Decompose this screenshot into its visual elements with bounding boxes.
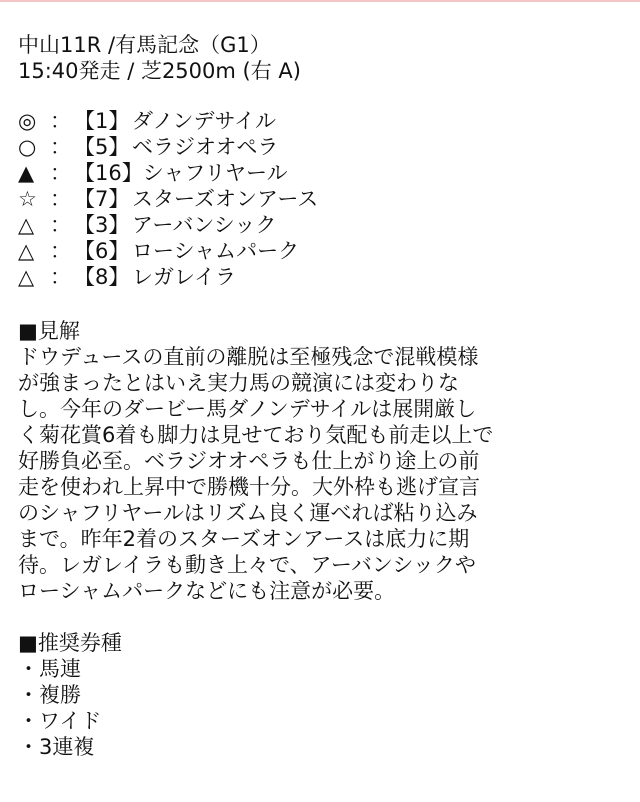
pick-row	[18, 134, 630, 160]
article-body	[18, 32, 630, 760]
pick-colon: ：	[50, 187, 71, 211]
pick-mark: △	[18, 265, 35, 289]
bet-item: ・複勝	[18, 683, 81, 707]
pick-horse-number: 【6】	[74, 239, 130, 263]
bets-heading: ■推奨券種	[18, 631, 122, 655]
pick-colon: ：	[50, 213, 71, 237]
pick-horse-number: 【1】	[74, 109, 130, 133]
bet-item: ・ワイド	[18, 709, 102, 733]
pick-horse-name: ベラジオオペラ	[132, 135, 279, 159]
pick-colon: ：	[50, 135, 71, 159]
analysis-line: 走を使われ上昇中で勝機十分。大外枠も逃げ宣言	[18, 475, 480, 499]
top-divider	[0, 0, 640, 2]
pick-horse-name: シャフリヤール	[142, 161, 288, 185]
pick-horse-name: ローシャムパーク	[132, 239, 300, 263]
pick-row	[18, 212, 630, 238]
analysis-line: まで。昨年2着のスターズオンアースは底力に期	[18, 527, 470, 551]
analysis-heading: ■見解	[18, 319, 80, 343]
pick-row	[18, 238, 630, 264]
recommended-bets-section	[18, 630, 630, 760]
pick-row	[18, 160, 630, 186]
pick-horse-number: 【3】	[74, 213, 130, 237]
pick-horse-name: ダノンデサイル	[132, 109, 277, 133]
pick-mark: ▲	[18, 161, 35, 185]
bet-item: ・馬連	[18, 657, 81, 681]
race-title: 中山11R /有馬記念（G1）	[18, 33, 271, 57]
pick-mark: △	[18, 239, 35, 263]
pick-mark: ☆	[18, 187, 37, 211]
analysis-line: し。今年のダービー馬ダノンデサイルは展開厳し	[18, 397, 477, 421]
pick-colon: ：	[50, 161, 71, 185]
pick-mark: ◎	[18, 109, 37, 133]
analysis-line: 待。レガレイラも動き上々で、アーバンシックや	[18, 553, 476, 577]
pick-horse-name: アーバンシック	[132, 213, 277, 237]
pick-mark: △	[18, 213, 35, 237]
bet-item: ・3連複	[18, 735, 95, 759]
pick-horse-number: 【7】	[74, 187, 130, 211]
pick-row	[18, 186, 630, 212]
pick-horse-number: 【16】	[74, 161, 143, 185]
analysis-line: ローシャムパークなどにも注意が必要。	[18, 579, 396, 603]
pick-colon: ：	[50, 265, 71, 289]
analysis-line: が強まったとはいえ実力馬の競演には変わりな	[18, 371, 459, 395]
pick-horse-number: 【5】	[74, 135, 130, 159]
pick-row	[18, 264, 630, 290]
pick-horse-name: レガレイラ	[132, 265, 236, 289]
race-time: 15:40発走 / 芝2500m (右 A)	[18, 59, 301, 83]
pick-colon: ：	[50, 109, 71, 133]
pick-colon: ：	[50, 239, 71, 263]
analysis-line: ドウデュースの直前の離脱は至極残念で混戦模様	[18, 345, 479, 369]
analysis-line: のシャフリヤールはリズム良く運べれば粘り込み	[18, 501, 478, 525]
pick-horse-number: 【8】	[74, 265, 130, 289]
analysis-line: 好勝負必至。ベラジオオペラも仕上がり途上の前	[18, 449, 480, 473]
prediction-marks	[18, 108, 630, 290]
analysis-line: く菊花賞6着も脚力は見せており気配も前走以上で	[18, 423, 494, 447]
pick-row	[18, 108, 630, 134]
analysis-section	[18, 318, 630, 604]
pick-mark: ○	[18, 135, 37, 159]
pick-horse-name: スターズオンアース	[132, 187, 319, 211]
